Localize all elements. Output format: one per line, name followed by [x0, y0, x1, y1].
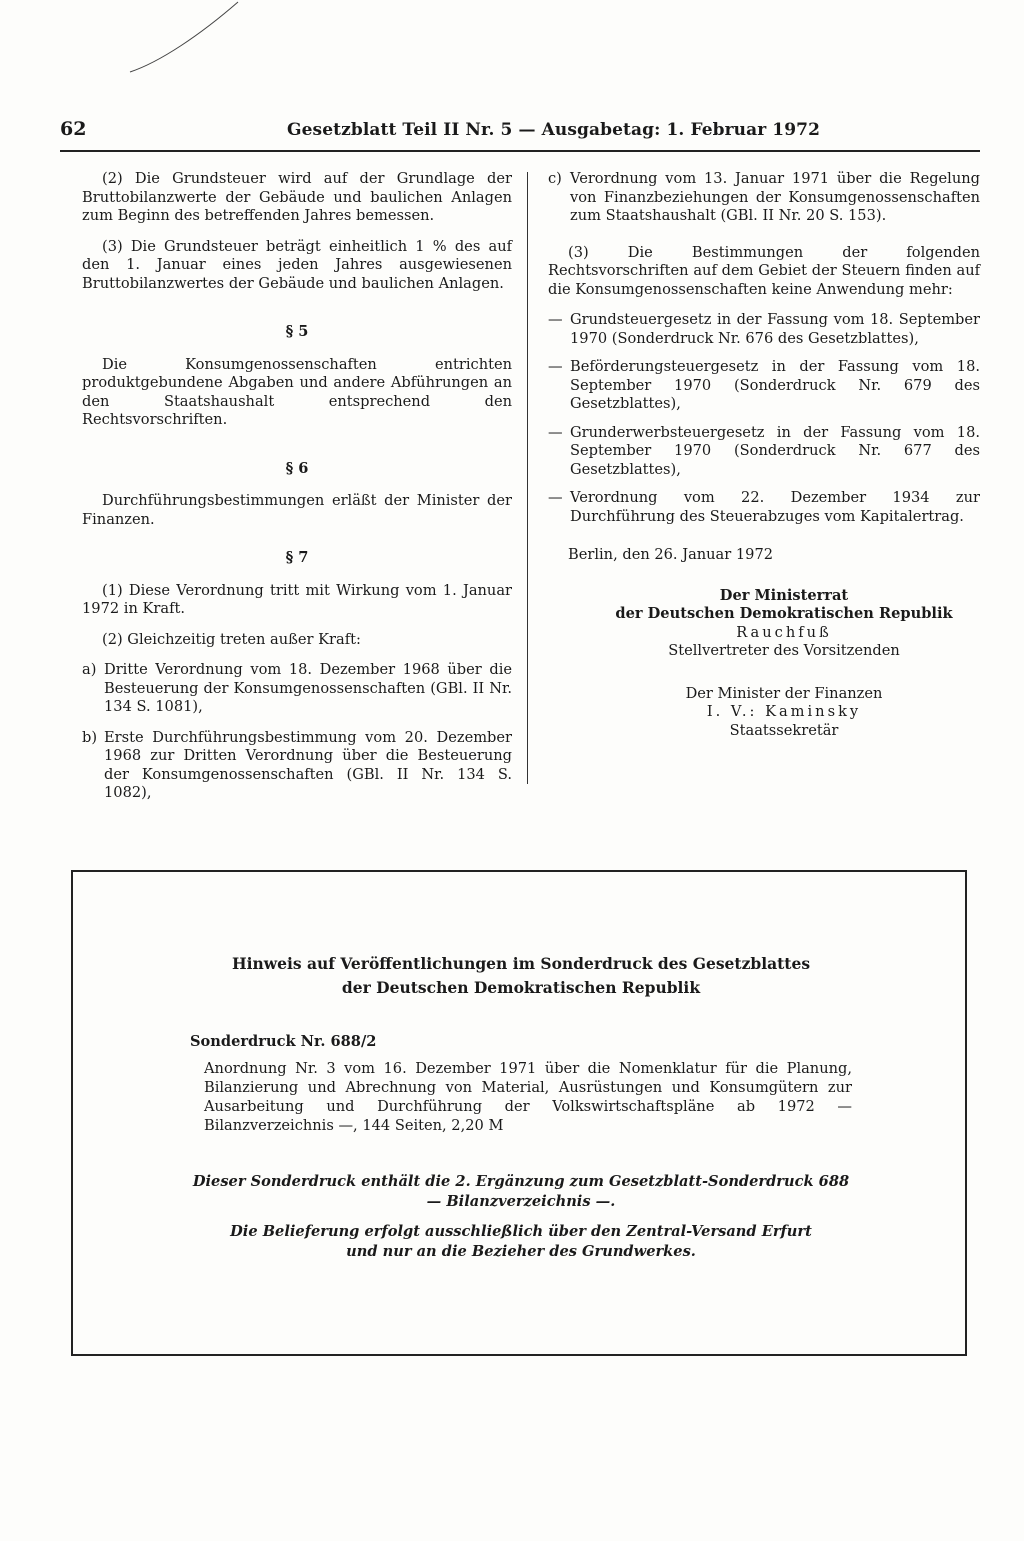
notice-note-2	[73, 1222, 969, 1262]
item-text: Grunderwerbsteuergesetz in der Fassung vom 18. September 1970 (Sonderdruck Nr. 677 des Gesetzblattes),	[570, 423, 980, 478]
section-5-text: Die Konsumgenossenschaften entrichten produktgebundene Abgaben und andere Abführungen an den Staatshaushalt entsprechend den Rechtsvorschriften.	[82, 355, 512, 428]
item-text: Erste Durchführungsbestimmung vom 20. Dezember 1968 zur Dritten Verordnung über die Besteuerung der Konsumgenossenschaften (GBl. II Nr. 134 S. 1082),	[104, 728, 512, 801]
header-title: Gesetzblatt Teil II Nr. 5 — Ausgabetag: 1. Februar 1972	[287, 120, 821, 140]
left-column	[82, 170, 512, 815]
signature-minister: Der Minister der Finanzen	[685, 684, 883, 702]
signature-role-2: Staatssekretär	[729, 721, 839, 739]
list-item	[548, 311, 980, 348]
page-header	[60, 114, 980, 152]
signature-block	[588, 587, 980, 741]
sonderdruck-text: Anordnung Nr. 3 vom 16. Dezember 1971 über die Nomenklatur für die Planung, Bilanzierung und Abrechnung von Material, Ausrüstungen und Konsumgütern zur Ausarbeitung und Durchführung der Volkswirtschaftspläne ab 1972 — Bilanzverzeichnis —, 144 Seiten, 2,20 M	[204, 1060, 852, 1134]
notice-note-1	[73, 1172, 969, 1212]
section-6-text: Durchführungsbestimmungen erläßt der Minister der Finanzen.	[82, 492, 512, 528]
notice-note-2-line-1: Die Belieferung erfolgt ausschließlich über den Zentral-Versand Erfurt	[230, 1223, 812, 1240]
place-date: Berlin, den 26. Januar 1972	[568, 546, 774, 563]
list-item	[548, 170, 980, 226]
paragraph-3: (3) Die Grundsteuer beträgt einheitlich 1 % des auf den 1. Januar eines jeden Jahres ausgewiesenen Bruttobilanzwertes der Gebäude und baulichen Anlagen.	[82, 237, 512, 292]
page-number: 62	[60, 118, 87, 140]
paragraph-2: (2) Die Grundsteuer wird auf der Grundlage der Bruttobilanzwerte der Gebäude und baulichen Anlagen zum Beginn des betreffenden Jahres bemessen.	[82, 170, 512, 224]
list-item	[548, 489, 980, 526]
section-7-paragraph-1: (1) Diese Verordnung tritt mit Wirkung vom 1. Januar 1972 in Kraft.	[82, 581, 512, 617]
notice-title-line-1: Hinweis auf Veröffentlichungen im Sonderdruck des Gesetzblattes	[231, 954, 811, 973]
list-item	[82, 729, 512, 803]
section-6-heading: § 6	[285, 459, 309, 477]
section-7-paragraph-2: (2) Gleichzeitig treten außer Kraft:	[102, 630, 361, 648]
notice-note-1-line-2: — Bilanzverzeichnis —.	[426, 1193, 616, 1210]
dash-marker: —	[548, 311, 563, 328]
signature-body-line-2: der Deutschen Demokratischen Republik	[615, 605, 953, 622]
notice-note-2-line-2: und nur an die Bezieher des Grundwerkes.	[346, 1243, 696, 1260]
notice-title-line-2: der Deutschen Demokratischen Republik	[341, 978, 701, 997]
signature-role-1: Stellvertreter des Vorsitzenden	[668, 642, 900, 659]
column-divider	[527, 172, 528, 784]
notice-note-1-line-1: Dieser Sonderdruck enthält die 2. Ergänzung zum Gesetzblatt-Sonderdruck 688	[192, 1173, 850, 1190]
section-5-heading: § 5	[285, 323, 309, 340]
signature-body-line-1: Der Ministerrat	[719, 586, 849, 604]
list-item	[82, 661, 512, 717]
signature-name-2: I. V.: Kaminsky	[706, 703, 862, 720]
dash-marker: —	[548, 423, 563, 441]
item-text: Dritte Verordnung vom 18. Dezember 1968 über die Besteuerung der Konsumgenossenschaften (GBl. II Nr. 134 S. 1081),	[104, 661, 512, 715]
list-item	[548, 424, 980, 480]
dash-marker: —	[548, 358, 563, 375]
scan-artifact-line	[120, 0, 260, 80]
item-label: a)	[82, 661, 97, 678]
list-item	[548, 358, 980, 414]
right-column	[548, 170, 980, 740]
signature-name-1: Rauchfuß	[736, 623, 832, 641]
item-text: Verordnung vom 22. Dezember 1934 zur Durchführung des Steuerabzuges vom Kapitalertrag.	[570, 489, 980, 525]
item-label: b)	[82, 728, 98, 746]
item-text: Grundsteuergesetz in der Fassung vom 18. September 1970 (Sonderdruck Nr. 676 des Gesetzblattes),	[570, 311, 980, 347]
notice-title	[73, 952, 969, 1000]
notice-box	[71, 870, 967, 1356]
sonderdruck-label: Sonderdruck Nr. 688/2	[190, 1033, 377, 1050]
item-text: Verordnung vom 13. Januar 1971 über die Regelung von Finanzbeziehungen der Konsumgenossenschaften zum Staatshaushalt (GBl. II Nr. 20 S. 153).	[570, 170, 980, 224]
section-7-heading: § 7	[285, 549, 309, 566]
item-text: Beförderungsteuergesetz in der Fassung vom 18. September 1970 (Sonderdruck Nr. 679 des Gesetzblattes),	[570, 358, 980, 412]
dash-marker: —	[548, 489, 563, 506]
paragraph-3-right: (3) Die Bestimmungen der folgenden Rechtsvorschriften auf dem Gebiet der Steuern finden auf die Konsumgenossenschaften keine Anwendung mehr:	[548, 243, 980, 298]
item-label: c)	[548, 170, 562, 187]
